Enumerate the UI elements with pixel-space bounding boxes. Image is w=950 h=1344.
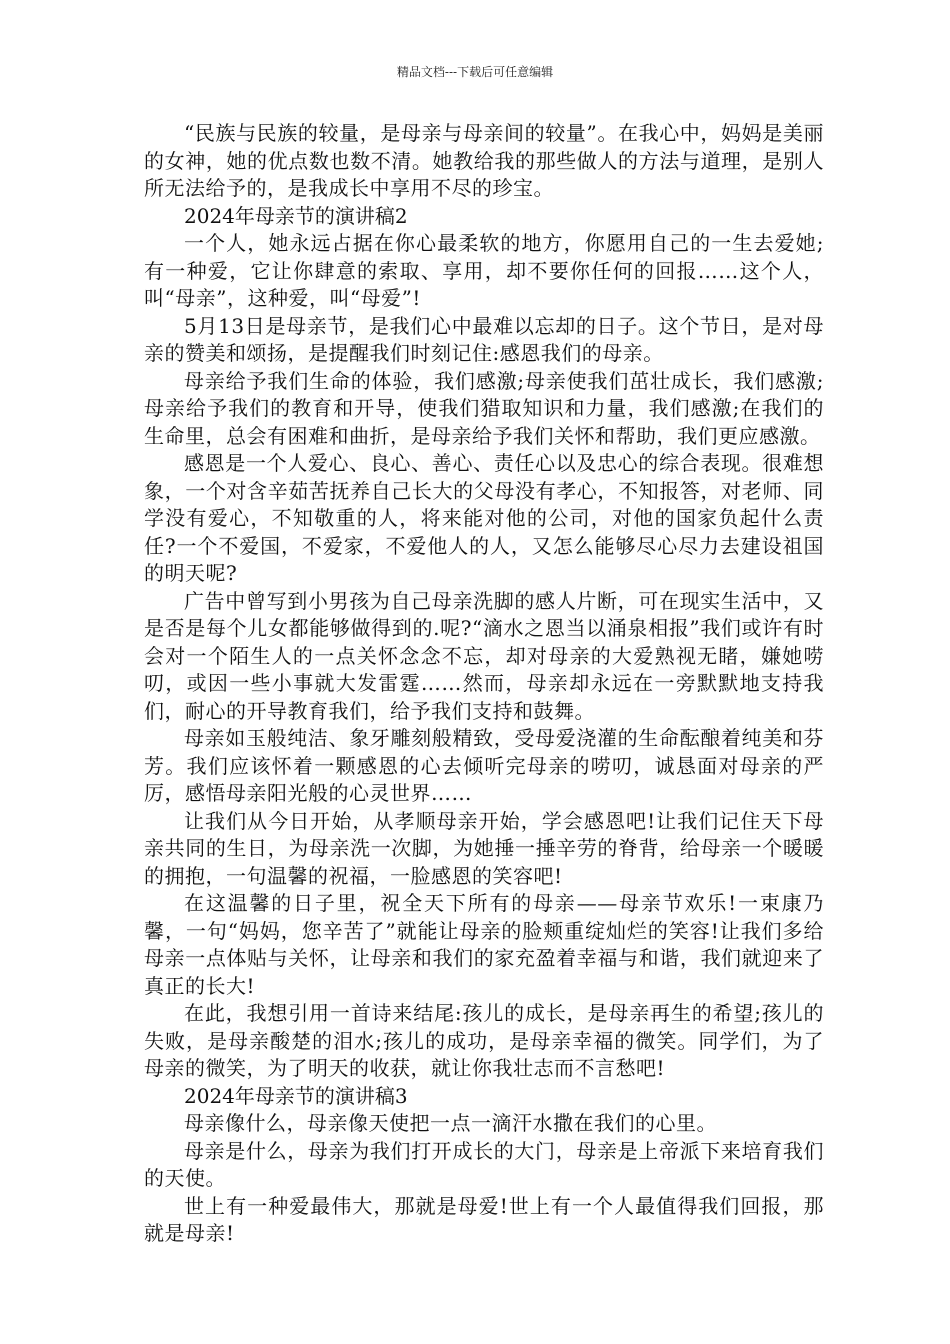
page-header: 精品文档---下载后可任意编辑 bbox=[396, 65, 554, 79]
paragraph: 让我们从今日开始，从孝顺母亲开始，学会感恩吧!让我们记住天下母亲共同的生日，为母亲洗一次脚，为她捶一捶辛劳的脊背，给母亲一个暖暖的拥抱，一句温馨的祝福，一脸感恩的笑容吧! bbox=[144, 808, 824, 888]
paragraph: 5月13日是母亲节，是我们心中最难以忘却的日子。这个节日，是对母亲的赞美和颂扬，是提醒我们时刻记住:感恩我们的母亲。 bbox=[144, 313, 824, 365]
paragraph: 在此，我想引用一首诗来结尾:孩儿的成长，是母亲再生的希望;孩儿的失败，是母亲酸楚的泪水;孩儿的成功，是母亲幸福的微笑。同学们，为了母亲的微笑，为了明天的收获，就让你我壮志而不言愁吧! bbox=[144, 1001, 824, 1080]
section-heading: 2024年母亲节的演讲稿3 bbox=[184, 1083, 408, 1108]
paragraph: “民族与民族的较量，是母亲与母亲间的较量”。在我心中，妈妈是美丽的女神，她的优点数也数不清。她教给我的那些做人的方法与道理，是别人所无法给予的，是我成长中享用不尽的珍宝。 bbox=[144, 121, 824, 200]
paragraph: 广告中曾写到小男孩为自己母亲洗脚的感人片断，可在现实生活中，又是否是每个儿女都能够做得到的.呢?“滴水之恩当以涌泉相报”我们或许有时会对一个陌生人的一点关怀念念不忘，却对母亲的大爱熟视无睹，嫌她唠叨，或因一些小事就大发雷霆……然而，母亲却永远在一旁默默地支持我们，耐心的开导教育我们，给予我们支持和鼓舞。 bbox=[144, 588, 824, 723]
paragraph: 母亲如玉般纯洁、象牙雕刻般精致，受母爱浇灌的生命酝酿着纯美和芬芳。我们应该怀着一颗感恩的心去倾听完母亲的唠叨，诚恳面对母亲的严厉，感悟母亲阳光般的心灵世界…… bbox=[144, 726, 824, 805]
section-heading: 2024年母亲节的演讲稿2 bbox=[184, 203, 408, 228]
paragraph: 在这温馨的日子里，祝全天下所有的母亲——母亲节欢乐!一束康乃馨，一句“妈妈，您辛苦了”就能让母亲的脸颊重绽灿烂的笑容!让我们多给母亲一点体贴与关怀，让母亲和我们的家充盈着幸福与和谐，我们就迎来了真正的长大! bbox=[144, 891, 824, 998]
paragraph: 一个人，她永远占据在你心最柔软的地方，你愿用自己的一生去爱她;有一种爱，它让你肆意的索取、享用，却不要你任何的回报……这个人，叫“母亲”，这种爱，叫“母爱”! bbox=[144, 231, 824, 310]
paragraph: 母亲给予我们生命的体验，我们感激;母亲使我们茁壮成长，我们感激;母亲给予我们的教育和开导，使我们猎取知识和力量，我们感激;在我们的生命里，总会有困难和曲折，是母亲给予我们关怀和帮助，我们更应感激。 bbox=[144, 368, 824, 448]
document-body bbox=[144, 120, 824, 1248]
paragraph: 母亲是什么，母亲为我们打开成长的大门，母亲是上帝派下来培育我们的天使。 bbox=[144, 1138, 824, 1190]
paragraph: 世上有一种爱最伟大，那就是母爱!世上有一个人最值得我们回报，那就是母亲! bbox=[144, 1193, 824, 1245]
paragraph: 母亲像什么，母亲像天使把一点一滴汗水撒在我们的心里。 bbox=[184, 1111, 717, 1135]
paragraph: 感恩是一个人爱心、良心、善心、责任心以及忠心的综合表现。很难想象，一个对含辛茹苦抚养自己长大的父母没有孝心，不知报答，对老师、同学没有爱心，不知敬重的人，将来能对他的公司，对他的国家负起什么责任?一个不爱国，不爱家，不爱他人的人，又怎么能够尽心尽力去建设祖国的明天呢? bbox=[144, 451, 824, 585]
